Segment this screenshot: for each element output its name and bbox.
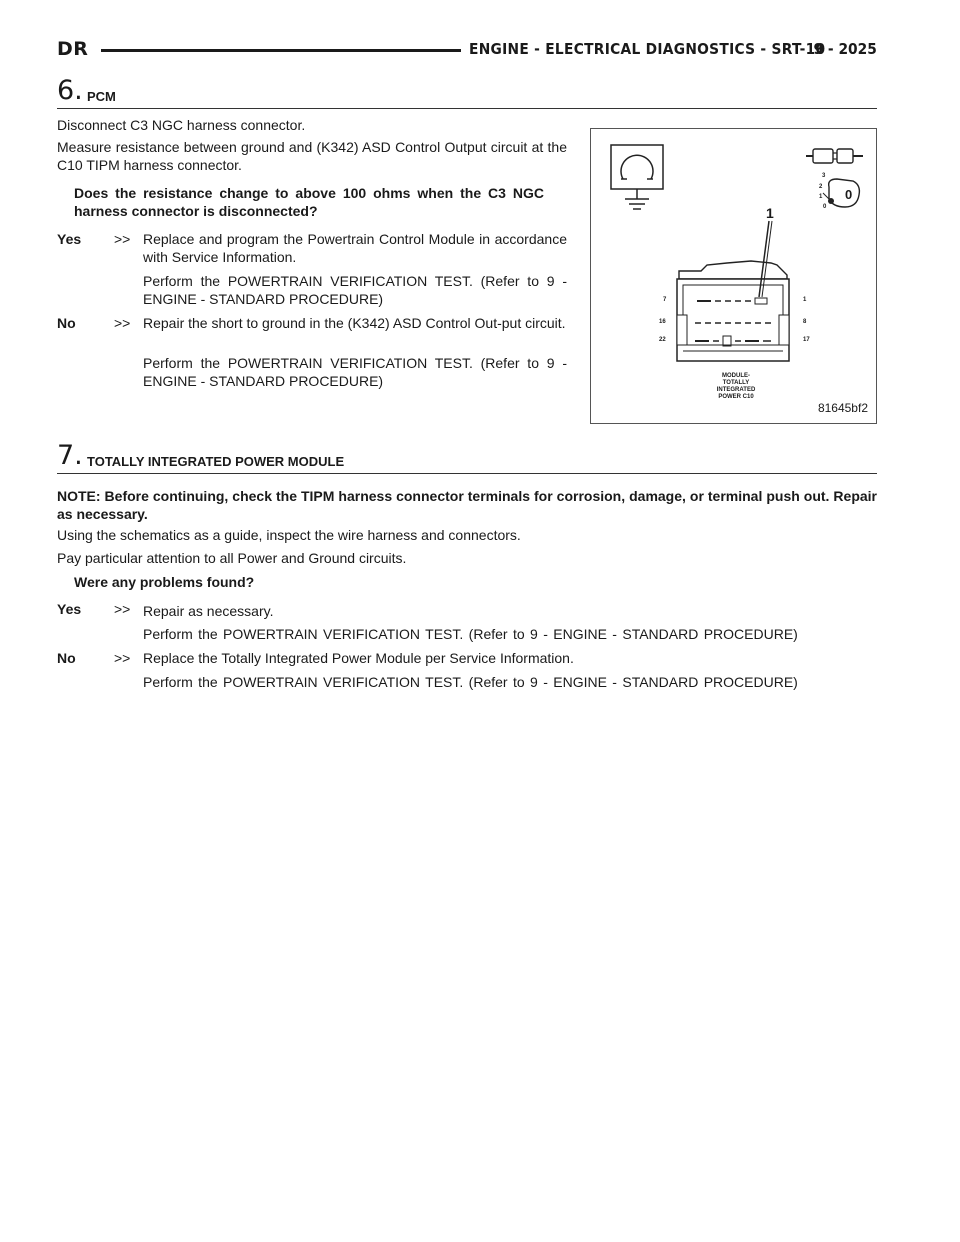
step-7-no-text-1: Replace the Totally Integrated Power Module per Service Information. xyxy=(143,650,574,666)
step-6-heading xyxy=(57,75,877,109)
step-7-yes-text-2: Perform the POWERTRAIN VERIFICATION TEST. (Refer to 9 - ENGINE - STANDARD PROCEDURE) xyxy=(143,626,798,642)
step-6-title: PCM xyxy=(87,89,116,104)
step-6-no-arrow: >> xyxy=(114,315,131,331)
pin-label-22: 22 xyxy=(659,337,666,343)
step-7-yes-arrow: >> xyxy=(114,601,131,617)
header-title: ENGINE - ELECTRICAL DIAGNOSTICS - SRT-10 xyxy=(469,40,826,58)
step-6-yes-arrow: >> xyxy=(114,231,131,247)
tipm-c10-connector xyxy=(677,261,789,361)
pin-label-17: 17 xyxy=(803,337,810,343)
pin-label-8: 8 xyxy=(803,319,807,325)
step-6-no-text-2: Perform the POWERTRAIN VERIFICATION TEST. (Refer to 9 - ENGINE - STANDARD PROCEDURE) xyxy=(143,355,567,389)
step-7-note: NOTE: Before continuing, check the TIPM harness connector terminals for corrosion, damage, or terminal push out. Repair as necessary. xyxy=(57,488,877,522)
figure-caption: MODULE- TOTALLY INTEGRATED POWER C10 xyxy=(716,373,756,400)
step-6-no-text-1: Repair the short to ground in the (K342) ASD Control Out-put circuit. xyxy=(143,315,566,331)
figure-id: 81645bf2 xyxy=(817,401,868,415)
callout-number: 1 xyxy=(766,205,774,221)
meter-scale-2: 2 xyxy=(819,184,823,190)
header-model: DR xyxy=(57,38,89,60)
header-rule xyxy=(101,49,461,52)
step-7-no-text-2: Perform the POWERTRAIN VERIFICATION TEST. (Refer to 9 - ENGINE - STANDARD PROCEDURE) xyxy=(143,674,798,690)
step-6-para-2: Measure resistance between ground and (K342) ASD Control Output circuit at the C10 TIPM harness connector. xyxy=(57,139,567,173)
step-6-yes-text-1: Replace and program the Powertrain Control Module in accordance with Service Information. xyxy=(143,231,567,265)
step-6-question: Does the resistance change to above 100 ohms when the C3 NGC harness connector is disconnected? xyxy=(74,185,544,219)
meter-dial-icon xyxy=(823,179,859,207)
step-7-para-2: Pay particular attention to all Power and Ground circuits. xyxy=(57,550,407,566)
step-6-no-label: No xyxy=(57,315,76,331)
step-7-title: TOTALLY INTEGRATED POWER MODULE xyxy=(87,454,345,469)
pin-label-1: 1 xyxy=(803,297,807,303)
step-6-para-1: Disconnect C3 NGC harness connector. xyxy=(57,117,306,133)
step-7-question: Were any problems found? xyxy=(74,574,255,590)
step-7-yes-text-1: Repair as necessary. xyxy=(143,603,274,619)
meter-scale-0: 0 xyxy=(823,204,827,210)
step-7-heading xyxy=(57,440,877,474)
header-page-number: 9 - 2025 xyxy=(813,40,877,58)
probe-icon xyxy=(806,149,863,163)
pin-label-16: 16 xyxy=(659,319,666,325)
connector-figure xyxy=(590,128,877,424)
step-7-no-label: No xyxy=(57,650,76,666)
pin-label-7: 7 xyxy=(663,297,667,303)
step-7-no-arrow: >> xyxy=(114,650,131,666)
step-6-number: 6. xyxy=(57,75,83,106)
step-7-number: 7. xyxy=(57,440,83,471)
step-6-yes-label: Yes xyxy=(57,231,82,247)
step-7-yes-label: Yes xyxy=(57,601,82,617)
meter-scale-3: 3 xyxy=(822,173,826,179)
step-6-yes-text-2: Perform the POWERTRAIN VERIFICATION TEST. (Refer to 9 - ENGINE - STANDARD PROCEDURE) xyxy=(143,273,567,307)
page-header xyxy=(57,38,877,62)
meter-scale-1: 1 xyxy=(819,194,823,200)
ohm-symbol-box xyxy=(611,145,663,189)
meter-zero-reading: 0 xyxy=(845,187,853,202)
step-7-para-1: Using the schematics as a guide, inspect the wire harness and connectors. xyxy=(57,527,521,543)
